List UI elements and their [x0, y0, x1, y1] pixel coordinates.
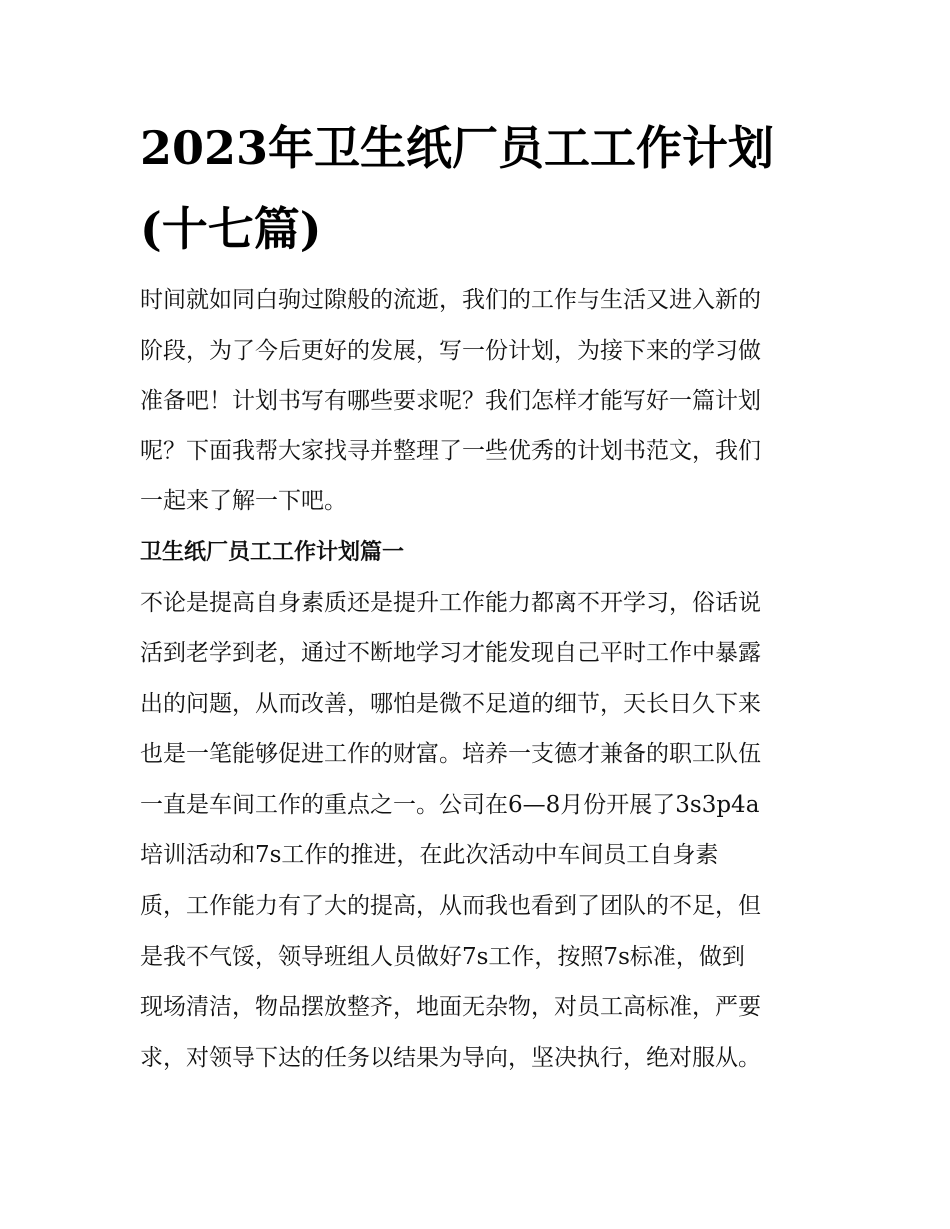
document-title-line-2: (十七篇) — [140, 202, 322, 256]
body-line-2: 活到老学到老，通过不断地学习才能发现自己平时工作中暴露 — [140, 640, 761, 666]
body-line-9: 现场清洁，物品摆放整齐，地面无杂物，对员工高标准，严要 — [140, 994, 761, 1020]
body-line-4: 也是一笔能够促进工作的财富。培养一支德才兼备的职工队伍 — [140, 741, 761, 767]
body-line-6: 培训活动和7s工作的推进，在此次活动中车间员工自身素 — [140, 842, 719, 868]
body-line-8: 是我不气馁，领导班组人员做好7s工作，按照7s标准，做到 — [140, 944, 745, 970]
intro-line-2: 阶段，为了今后更好的发展，写一份计划，为接下来的学习做 — [140, 338, 761, 364]
body-line-3: 出的问题，从而改善，哪怕是微不足道的细节，天长日久下来 — [140, 691, 761, 717]
intro-line-5: 一起来了解一下吧。 — [140, 488, 347, 514]
section-heading: 卫生纸厂员工工作计划篇一 — [140, 539, 405, 565]
intro-line-3: 准备吧！计划书写有哪些要求呢？我们怎样才能写好一篇计划 — [140, 388, 761, 414]
intro-line-1: 时间就如同白驹过隙般的流逝，我们的工作与生活又进入新的 — [140, 287, 761, 313]
body-line-1: 不论是提高自身素质还是提升工作能力都离不开学习，俗话说 — [140, 590, 761, 616]
body-line-7: 质，工作能力有了大的提高，从而我也看到了团队的不足，但 — [140, 893, 761, 919]
body-line-10: 求，对领导下达的任务以结果为导向，坚决执行，绝对服从。 — [140, 1045, 761, 1071]
body-line-5: 一直是车间工作的重点之一。公司在6—8月份开展了3s3p4a — [140, 792, 760, 818]
document-title-line-1: 2023年卫生纸厂员工工作计划 — [140, 121, 775, 175]
intro-line-4: 呢？下面我帮大家找寻并整理了一些优秀的计划书范文，我们 — [140, 438, 761, 464]
